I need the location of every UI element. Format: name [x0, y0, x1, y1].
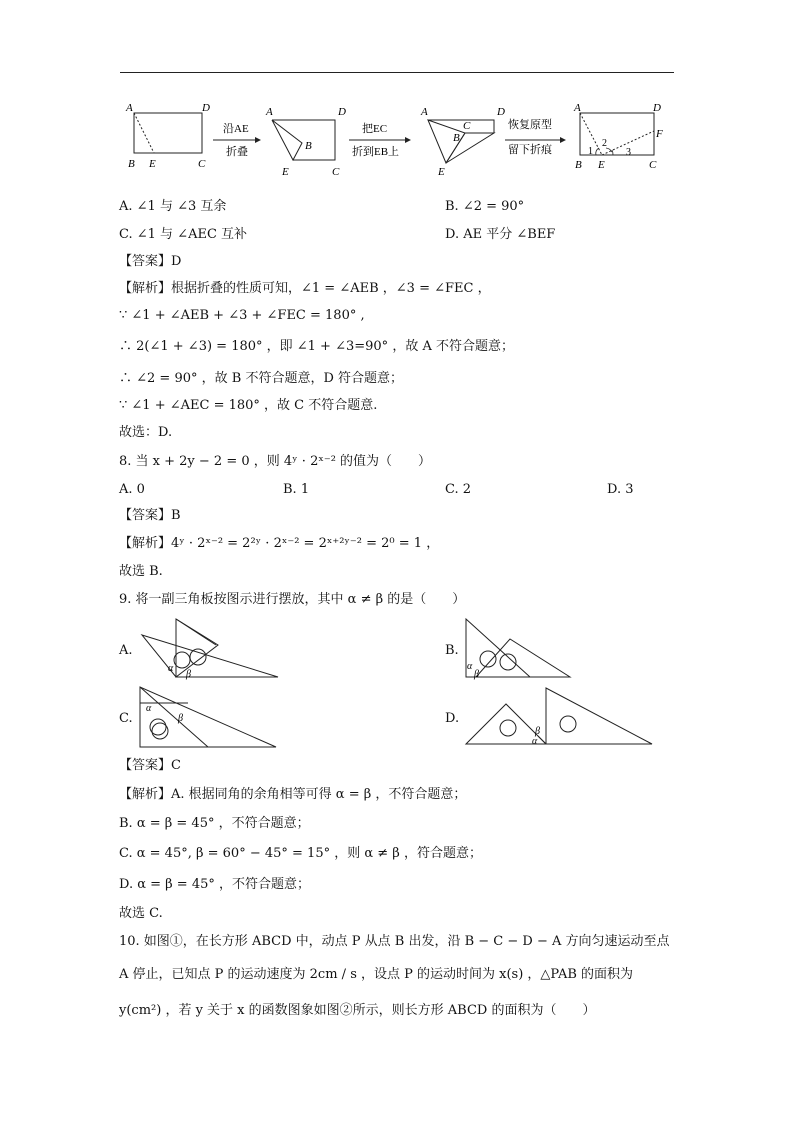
step3-label-bottom: 留下折痕 [508, 144, 552, 156]
label-E: E [149, 158, 156, 170]
step2-label-top: 把EC [362, 123, 388, 135]
q9-question: 9. 将一副三角板按图示进行摆放，其中 α ≠ β 的是（ ） [119, 592, 466, 607]
header-rule [120, 72, 674, 73]
svg-text:D: D [653, 102, 661, 114]
q7-analysis-1: 【解析】根据折叠的性质可知，∠1 = ∠AEB ，∠3 = ∠FEC ， [119, 281, 491, 296]
svg-text:A: A [421, 106, 428, 118]
label-A: A [126, 102, 133, 114]
q9-figure-c [136, 683, 281, 753]
q9-figure-d [462, 684, 657, 750]
q7-conclusion: 故选：D. [119, 425, 173, 440]
q9-analysis-1: 【解析】A. 根据同角的余角相等可得 α = β ，不符合题意； [119, 787, 467, 802]
angle-1-label: 1 [588, 146, 593, 157]
q9-conclusion: 故选 C. [119, 906, 163, 921]
q8-question: 8. 当 x + 2y − 2 = 0 ，则 4ʸ · 2ˣ⁻² 的值为（ ） [119, 454, 432, 469]
q7-answer: 【答案】D [119, 254, 182, 269]
fold-step3-figure [420, 106, 505, 178]
q8-option-d: D. 3 [607, 482, 634, 497]
svg-text:E: E [598, 159, 605, 171]
svg-text:D: D [338, 106, 346, 118]
arrow-head-3 [560, 137, 566, 143]
arrow-head-1 [255, 137, 261, 143]
q9d-alpha: α [532, 736, 538, 747]
arrow-head-2 [405, 137, 411, 143]
fold-step2-figure [265, 106, 346, 178]
svg-text:C: C [332, 166, 340, 178]
q9c-beta: β [178, 713, 183, 724]
label-B: B [128, 158, 135, 170]
angle-2-label: 2 [602, 138, 607, 149]
q10-line-1: 10. 如图①，在长方形 ABCD 中，动点 P 从点 B 出发，沿 B − C − D − A 方向匀速运动至点 [119, 934, 670, 949]
q9-analysis-4: D. α = β = 45° ，不符合题意； [119, 877, 311, 892]
step2-label-bottom: 折到EB上 [352, 146, 400, 158]
q9-figure-b [462, 617, 577, 682]
angle-3-label: 3 [626, 147, 631, 158]
q7-option-d: D. AE 平分 ∠BEF [445, 227, 556, 242]
svg-text:B: B [575, 159, 582, 171]
fold-final-rectangle [573, 102, 663, 171]
svg-text:E: E [282, 166, 289, 178]
svg-text:B: B [453, 132, 460, 144]
q8-option-c: C. 2 [445, 482, 472, 497]
svg-text:B: B [305, 140, 312, 152]
q7-analysis-5: ∵ ∠1 + ∠AEC = 180° ，故 C 不符合题意. [119, 398, 378, 413]
label-F: F [656, 128, 663, 140]
q8-conclusion: 故选 B. [119, 564, 163, 579]
q9b-beta: β [474, 669, 479, 680]
svg-text:D: D [497, 106, 505, 118]
q9-answer: 【答案】C [119, 758, 181, 773]
q7-option-a: A. ∠1 与 ∠3 互余 [119, 199, 227, 214]
step1-label-top: 沿AE [223, 123, 249, 135]
svg-text:A: A [574, 102, 581, 114]
q10-line-2: A 停止，已知点 P 的运动速度为 2cm / s ，设点 P 的运动时间为 x(s) ，△PAB 的面积为 [119, 967, 634, 982]
step3-label-top: 恢复原型 [508, 119, 552, 131]
svg-text:C: C [463, 120, 471, 132]
q9-opt-d-label: D. [445, 711, 460, 726]
q7-option-b: B. ∠2 = 90° [445, 199, 525, 214]
svg-text:C: C [649, 159, 657, 171]
q9a-beta: β [186, 669, 191, 680]
q7-analysis-4: ∴ ∠2 = 90° ，故 B 不符合题意，D 符合题意； [119, 371, 404, 386]
q9-figure-a [138, 617, 283, 682]
q7-analysis-2: ∵ ∠1 + ∠AEB + ∠3 + ∠FEC = 180° , [119, 308, 365, 323]
q9-opt-b-label: B. [445, 643, 459, 658]
step1-label-bottom: 折叠 [226, 146, 248, 158]
label-C: C [198, 158, 206, 170]
q8-option-b: B. 1 [283, 482, 310, 497]
q7-analysis-3: ∴ 2(∠1 + ∠3) = 180° ，即 ∠1 + ∠3=90° ，故 A 不符合题意； [119, 339, 514, 354]
label-D: D [202, 102, 210, 114]
q10-line-3: y(cm²) ，若 y 关于 x 的函数图象如图②所示，则长方形 ABCD 的面积为（ ） [119, 1003, 596, 1018]
q9-opt-c-label: C. [119, 711, 133, 726]
q8-analysis: 【解析】4ʸ · 2ˣ⁻² = 2²ʸ · 2ˣ⁻² = 2ˣ⁺²ʸ⁻² = 2⁰ = 1 ， [119, 536, 440, 551]
svg-text:A: A [266, 106, 273, 118]
q9b-alpha: α [467, 661, 473, 672]
fold-figure [120, 95, 680, 185]
q9-opt-a-label: A. [119, 643, 133, 658]
q8-answer: 【答案】B [119, 508, 181, 523]
fold-step1-rectangle [125, 102, 210, 170]
q7-option-c: C. ∠1 与 ∠AEC 互补 [119, 227, 248, 242]
q9a-alpha: α [168, 663, 174, 674]
q9d-beta: β [535, 726, 540, 737]
q8-option-a: A. 0 [119, 482, 145, 497]
q9c-alpha: α [146, 703, 152, 714]
svg-text:E: E [438, 166, 445, 178]
q9-analysis-2: B. α = β = 45° ，不符合题意； [119, 816, 310, 831]
q9-analysis-3: C. α = 45°, β = 60° − 45° = 15° ，则 α ≠ β ，符合题意； [119, 846, 482, 861]
